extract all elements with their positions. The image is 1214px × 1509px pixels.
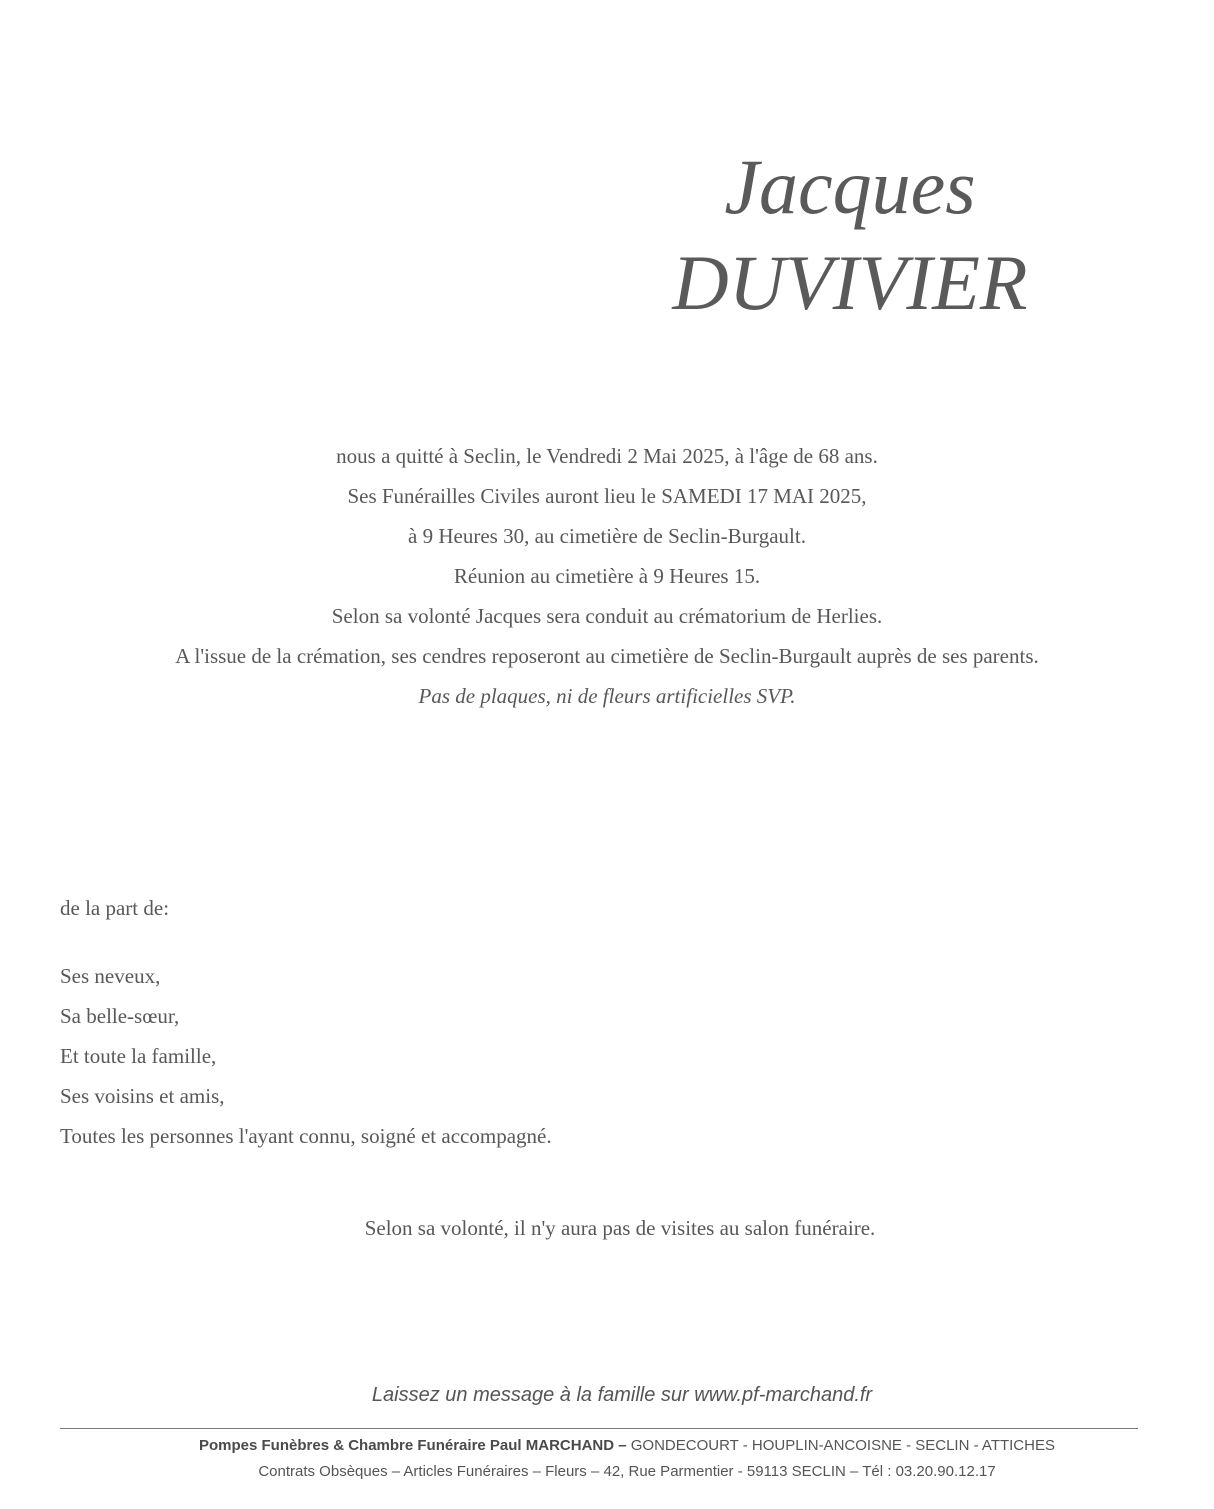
family-line: Ses neveux, bbox=[60, 964, 161, 988]
message-invitation: Laissez un message à la famille sur www.pf-marchand.fr bbox=[371, 1384, 873, 1406]
footer-services: Contrats Obsèques – Articles Funéraires – Fleurs – 42, Rue Parmentier - 59113 SECLIN – Tél : 03.20.90.12.17 bbox=[258, 1463, 996, 1480]
announcement bbox=[0, 436, 1214, 716]
family-list bbox=[60, 956, 552, 1156]
family-line: Sa belle-sœur, bbox=[60, 1004, 180, 1028]
announcement-line: A l'issue de la crémation, ses cendres reposeront au cimetière de Seclin-Burgault auprès de ses parents. bbox=[175, 644, 1039, 668]
footer-company-line bbox=[0, 1437, 1214, 1454]
announcement-line: Réunion au cimetière à 9 Heures 15. bbox=[453, 564, 761, 588]
deceased-first-name: Jacques bbox=[724, 143, 976, 230]
from-label: de la part de: bbox=[60, 896, 170, 920]
family-line: Ses voisins et amis, bbox=[60, 1084, 225, 1108]
footer-divider bbox=[60, 1428, 1138, 1429]
flowers-note: Pas de plaques, ni de fleurs artificielles SVP. bbox=[418, 684, 796, 708]
announcement-line: Ses Funérailles Civiles auront lieu le SAMEDI 17 MAI 2025, bbox=[347, 484, 867, 508]
family-line: Toutes les personnes l'ayant connu, soigné et accompagné. bbox=[60, 1124, 552, 1148]
announcement-line: à 9 Heures 30, au cimetière de Seclin-Burgault. bbox=[408, 524, 806, 548]
visit-note: Selon sa volonté, il n'y aura pas de visites au salon funéraire. bbox=[364, 1216, 876, 1240]
footer-towns: GONDECOURT - HOUPLIN-ANCOISNE - SECLIN - ATTICHES bbox=[630, 1437, 1055, 1454]
family-line: Et toute la famille, bbox=[60, 1044, 217, 1068]
footer-company: Pompes Funèbres & Chambre Funéraire Paul MARCHAND – bbox=[199, 1437, 627, 1454]
announcement-line: nous a quitté à Seclin, le Vendredi 2 Mai 2025, à l'âge de 68 ans. bbox=[336, 444, 878, 468]
deceased-last-name: DUVIVIER bbox=[672, 239, 1028, 326]
announcement-line: Selon sa volonté Jacques sera conduit au crématorium de Herlies. bbox=[331, 604, 883, 628]
